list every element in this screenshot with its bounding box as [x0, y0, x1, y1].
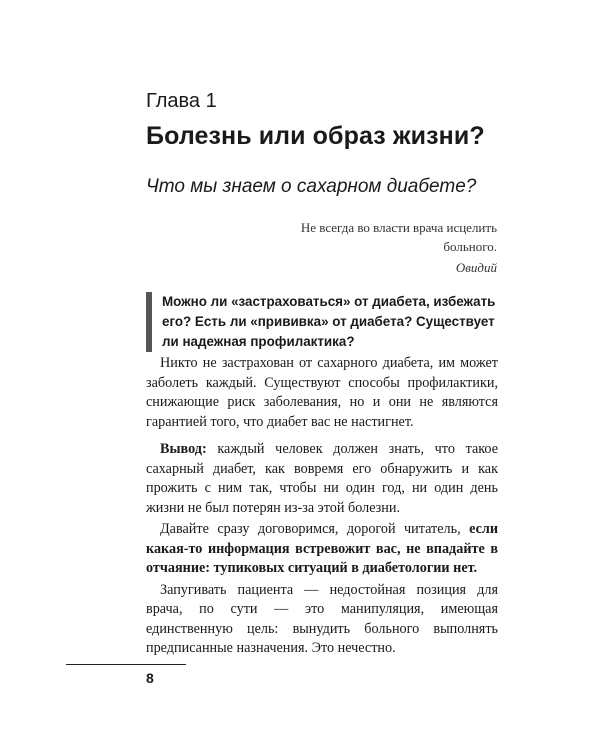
epigraph-line-1: Не всегда во власти врача исцелить — [300, 220, 497, 235]
epigraph — [237, 218, 497, 277]
question-block — [146, 292, 514, 352]
agreement-bold-text: если какая-то информация встревожит вас, не впадайте в отчаяние: тупиковых ситуаций в диабетологии нет. — [146, 521, 498, 576]
body-paragraph-1 — [146, 354, 498, 432]
chapter-subtitle: Что мы знаем о сахарном диабете? — [146, 176, 477, 197]
agreement-text: Давайте сразу договоримся, дорогой читатель, — [160, 521, 470, 537]
chapter-label: Глава 1 — [146, 90, 217, 112]
footer-divider — [66, 664, 186, 665]
epigraph-line-2: больного. — [443, 239, 497, 254]
question-text: Можно ли «застраховаться» от диабета, избежать его? Есть ли «прививка» от диабета? Существует ли надежная профилактика? — [162, 294, 496, 349]
conclusion-label: Вывод: — [160, 441, 207, 457]
conclusion-text: каждый человек должен знать, что такое сахарный диабет, как вовремя его обнаружить и как прожить с ним так, чтобы ни один год, ни один день жизни не был потерян из-за этой болезни. — [146, 441, 498, 516]
epigraph-author: Овидий — [455, 260, 497, 275]
paragraph-intimidation: Запугивать пациента — недостойная позиция для врача, по сути — это манипуляция, имеющая единственную цель: вынудить больного выполнять предписанные назначения. Это нечестно. — [146, 581, 498, 656]
paragraph-agreement — [146, 520, 498, 579]
body-section — [146, 440, 498, 659]
paragraph-conclusion — [146, 440, 498, 518]
chapter-title: Болезнь или образ жизни? — [146, 122, 485, 150]
page-number: 8 — [146, 670, 154, 686]
paragraph-prevention: Никто не застрахован от сахарного диабета, им может заболеть каждый. Существуют способы профилактики, снижающие риск заболевания, но и они не являются гарантией того, что диабет вас не настигнет. — [146, 355, 498, 430]
